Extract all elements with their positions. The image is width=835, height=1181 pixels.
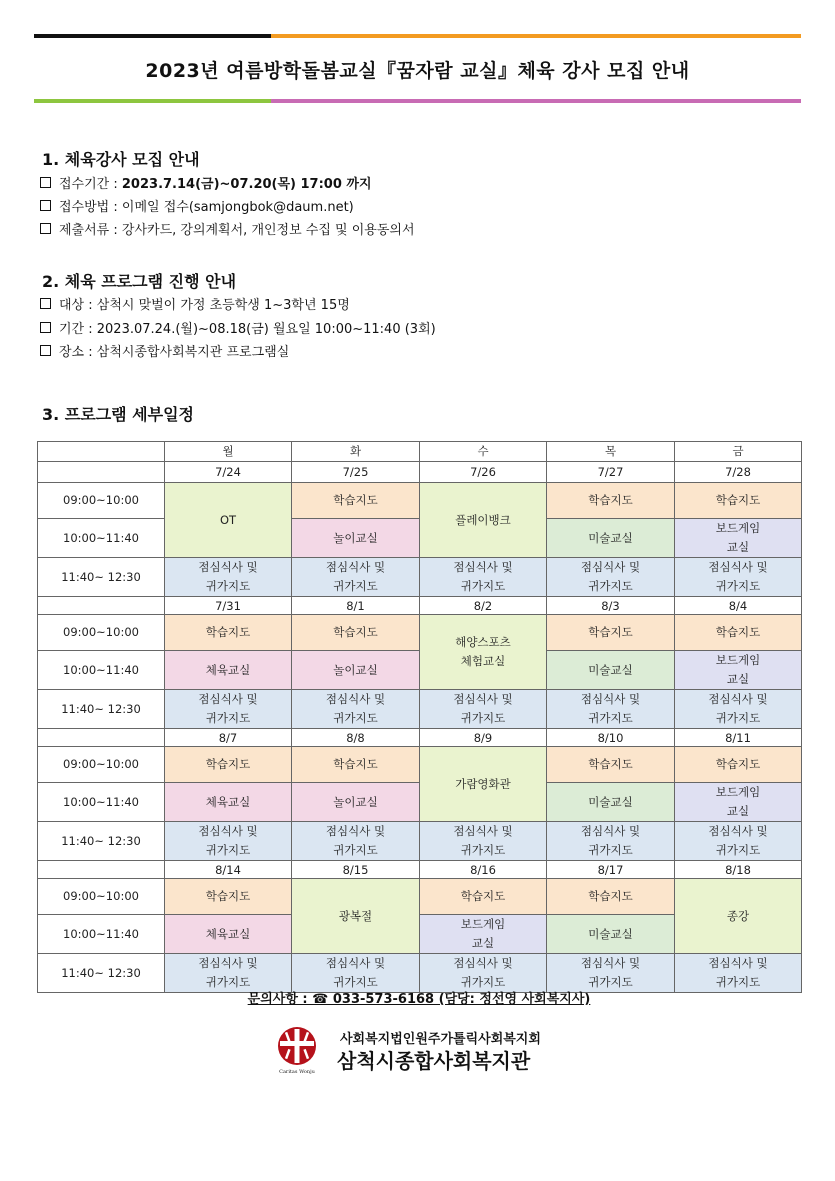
activity-cell: 점심식사 및 귀가지도 xyxy=(420,690,547,729)
activity-cell: 학습지도 xyxy=(675,615,802,651)
section3-heading: 3. 프로그램 세부일정 xyxy=(42,405,194,424)
activity-cell: 점심식사 및 귀가지도 xyxy=(420,954,547,993)
activity-cell: 체육교실 xyxy=(165,783,292,822)
activity-cell: 학습지도 xyxy=(547,879,675,915)
activity-cell: 학습지도 xyxy=(292,483,420,519)
activity-cell: 점심식사 및 귀가지도 xyxy=(547,954,675,993)
logo-caption: Caritas Wonju xyxy=(279,1069,315,1075)
activity-cell: 점심식사 및 귀가지도 xyxy=(675,822,802,861)
page-title: 2023년 여름방학돌봄교실『꿈자람 교실』체육 강사 모집 안내 xyxy=(145,60,690,82)
day-header-fri: 금 xyxy=(675,442,802,462)
program-target: 대상 : 삼척시 맞벌이 가정 초등학생 1~3학년 15명 xyxy=(40,296,350,316)
date-row-label xyxy=(38,729,165,747)
program-place: 장소 : 삼척시종합사회복지관 프로그램실 xyxy=(40,343,289,363)
date-row-label xyxy=(38,861,165,879)
table-row xyxy=(38,690,802,729)
table-row xyxy=(38,558,802,597)
activity-cell: 학습지도 xyxy=(292,615,420,651)
activity-cell: 보드게임 교실 xyxy=(675,651,802,690)
recruit-method: 접수방법 : 이메일 접수(samjongbok@daum.net) xyxy=(40,198,354,218)
activity-cell: 점심식사 및 귀가지도 xyxy=(420,822,547,861)
activity-cell: 플레이뱅크 xyxy=(420,483,547,558)
activity-cell: 가람영화관 xyxy=(420,747,547,822)
activity-cell: 종강 xyxy=(675,879,802,954)
time-cell: 11:40~ 12:30 xyxy=(38,690,165,729)
activity-cell: 점심식사 및 귀가지도 xyxy=(292,822,420,861)
table-row xyxy=(38,954,802,993)
time-cell: 11:40~ 12:30 xyxy=(38,954,165,993)
date-cell: 7/31 xyxy=(165,597,292,615)
date-cell: 8/7 xyxy=(165,729,292,747)
table-row xyxy=(38,747,802,783)
activity-cell: 학습지도 xyxy=(547,615,675,651)
section2-heading: 2. 체육 프로그램 진행 안내 xyxy=(42,272,237,291)
date-cell: 7/24 xyxy=(165,462,292,483)
date-cell: 7/26 xyxy=(420,462,547,483)
activity-cell: 체육교실 xyxy=(165,915,292,954)
header-rule-pink xyxy=(271,99,801,103)
activity-cell: 학습지도 xyxy=(420,879,547,915)
table-row xyxy=(38,822,802,861)
date-cell: 7/28 xyxy=(675,462,802,483)
time-cell: 11:40~ 12:30 xyxy=(38,822,165,861)
section1-heading: 1. 체육강사 모집 안내 xyxy=(42,150,200,169)
activity-cell: 놀이교실 xyxy=(292,651,420,690)
header-rule-orange xyxy=(271,34,801,38)
activity-cell: 미술교실 xyxy=(547,915,675,954)
caritas-logo-icon xyxy=(272,1025,322,1075)
time-cell: 09:00~10:00 xyxy=(38,483,165,519)
activity-cell: 학습지도 xyxy=(675,747,802,783)
date-cell: 8/11 xyxy=(675,729,802,747)
day-header-thu: 목 xyxy=(547,442,675,462)
checkbox-icon xyxy=(40,345,51,356)
date-row xyxy=(38,597,802,615)
org-subtitle: 사회복지법인원주가톨릭사회복지회 xyxy=(340,1032,541,1047)
activity-cell: 보드게임 교실 xyxy=(420,915,547,954)
date-cell: 8/1 xyxy=(292,597,420,615)
checkbox-icon xyxy=(40,322,51,333)
checkbox-icon xyxy=(40,200,51,211)
activity-cell: 학습지도 xyxy=(547,483,675,519)
activity-cell: 학습지도 xyxy=(675,483,802,519)
activity-cell: 학습지도 xyxy=(547,747,675,783)
table-header-row xyxy=(38,442,802,462)
activity-cell: 점심식사 및 귀가지도 xyxy=(165,558,292,597)
date-cell: 8/2 xyxy=(420,597,547,615)
date-cell: 8/9 xyxy=(420,729,547,747)
date-cell: 8/16 xyxy=(420,861,547,879)
activity-cell: 미술교실 xyxy=(547,519,675,558)
activity-cell: 점심식사 및 귀가지도 xyxy=(292,558,420,597)
activity-cell: 학습지도 xyxy=(165,615,292,651)
date-row xyxy=(38,462,802,483)
recruit-period: 접수기간 : 2023.7.14(금)~07.20(목) 17:00 까지 xyxy=(40,175,372,195)
date-row-label xyxy=(38,597,165,615)
activity-cell: 해양스포츠 체험교실 xyxy=(420,615,547,690)
activity-cell: 점심식사 및 귀가지도 xyxy=(292,690,420,729)
activity-cell: 점심식사 및 귀가지도 xyxy=(165,822,292,861)
activity-cell: 미술교실 xyxy=(547,783,675,822)
checkbox-icon xyxy=(40,177,51,188)
activity-cell: 학습지도 xyxy=(165,747,292,783)
time-cell: 10:00~11:40 xyxy=(38,651,165,690)
activity-cell: 놀이교실 xyxy=(292,783,420,822)
activity-cell: 점심식사 및 귀가지도 xyxy=(547,822,675,861)
corner-cell xyxy=(38,442,165,462)
date-cell: 8/8 xyxy=(292,729,420,747)
recruit-documents: 제출서류 : 강사카드, 강의계획서, 개인정보 수집 및 이용동의서 xyxy=(40,221,415,241)
activity-cell: 보드게임 교실 xyxy=(675,783,802,822)
activity-cell: 광복절 xyxy=(292,879,420,954)
contact-info: 문의사항 : ☎ 033-573-6168 (담당: 정선영 사회복지사) xyxy=(247,992,591,1007)
day-header-wed: 수 xyxy=(420,442,547,462)
activity-cell: 체육교실 xyxy=(165,651,292,690)
activity-cell: 점심식사 및 귀가지도 xyxy=(675,558,802,597)
table-row xyxy=(38,615,802,651)
org-name: 삼척시종합사회복지관 xyxy=(337,1049,531,1073)
time-cell: 10:00~11:40 xyxy=(38,915,165,954)
time-cell: 09:00~10:00 xyxy=(38,747,165,783)
activity-cell: 학습지도 xyxy=(165,879,292,915)
date-row-label xyxy=(38,462,165,483)
activity-cell: 점심식사 및 귀가지도 xyxy=(420,558,547,597)
activity-cell: 점심식사 및 귀가지도 xyxy=(675,954,802,993)
checkbox-icon xyxy=(40,298,51,309)
date-cell: 8/4 xyxy=(675,597,802,615)
header-rule-black xyxy=(34,34,271,38)
day-header-mon: 월 xyxy=(165,442,292,462)
time-cell: 09:00~10:00 xyxy=(38,615,165,651)
date-cell: 8/15 xyxy=(292,861,420,879)
day-header-tue: 화 xyxy=(292,442,420,462)
date-cell: 7/27 xyxy=(547,462,675,483)
activity-cell: 점심식사 및 귀가지도 xyxy=(675,690,802,729)
time-cell: 10:00~11:40 xyxy=(38,783,165,822)
date-cell: 8/10 xyxy=(547,729,675,747)
date-row xyxy=(38,861,802,879)
date-cell: 8/17 xyxy=(547,861,675,879)
header-rule-green xyxy=(34,99,271,103)
activity-cell: 점심식사 및 귀가지도 xyxy=(547,558,675,597)
date-cell: 8/14 xyxy=(165,861,292,879)
activity-cell: 학습지도 xyxy=(292,747,420,783)
date-cell: 8/18 xyxy=(675,861,802,879)
activity-cell: OT xyxy=(165,483,292,558)
activity-cell: 점심식사 및 귀가지도 xyxy=(165,690,292,729)
time-cell: 09:00~10:00 xyxy=(38,879,165,915)
activity-cell: 미술교실 xyxy=(547,651,675,690)
date-cell: 7/25 xyxy=(292,462,420,483)
checkbox-icon xyxy=(40,223,51,234)
activity-cell: 놀이교실 xyxy=(292,519,420,558)
time-cell: 11:40~ 12:30 xyxy=(38,558,165,597)
time-cell: 10:00~11:40 xyxy=(38,519,165,558)
date-row xyxy=(38,729,802,747)
schedule-table xyxy=(37,441,802,993)
activity-cell: 점심식사 및 귀가지도 xyxy=(165,954,292,993)
date-cell: 8/3 xyxy=(547,597,675,615)
program-period: 기간 : 2023.07.24.(월)~08.18(금) 월요일 10:00~11:40 (3회) xyxy=(40,320,436,340)
activity-cell: 점심식사 및 귀가지도 xyxy=(292,954,420,993)
activity-cell: 보드게임 교실 xyxy=(675,519,802,558)
table-row xyxy=(38,879,802,915)
activity-cell: 점심식사 및 귀가지도 xyxy=(547,690,675,729)
table-row xyxy=(38,483,802,519)
